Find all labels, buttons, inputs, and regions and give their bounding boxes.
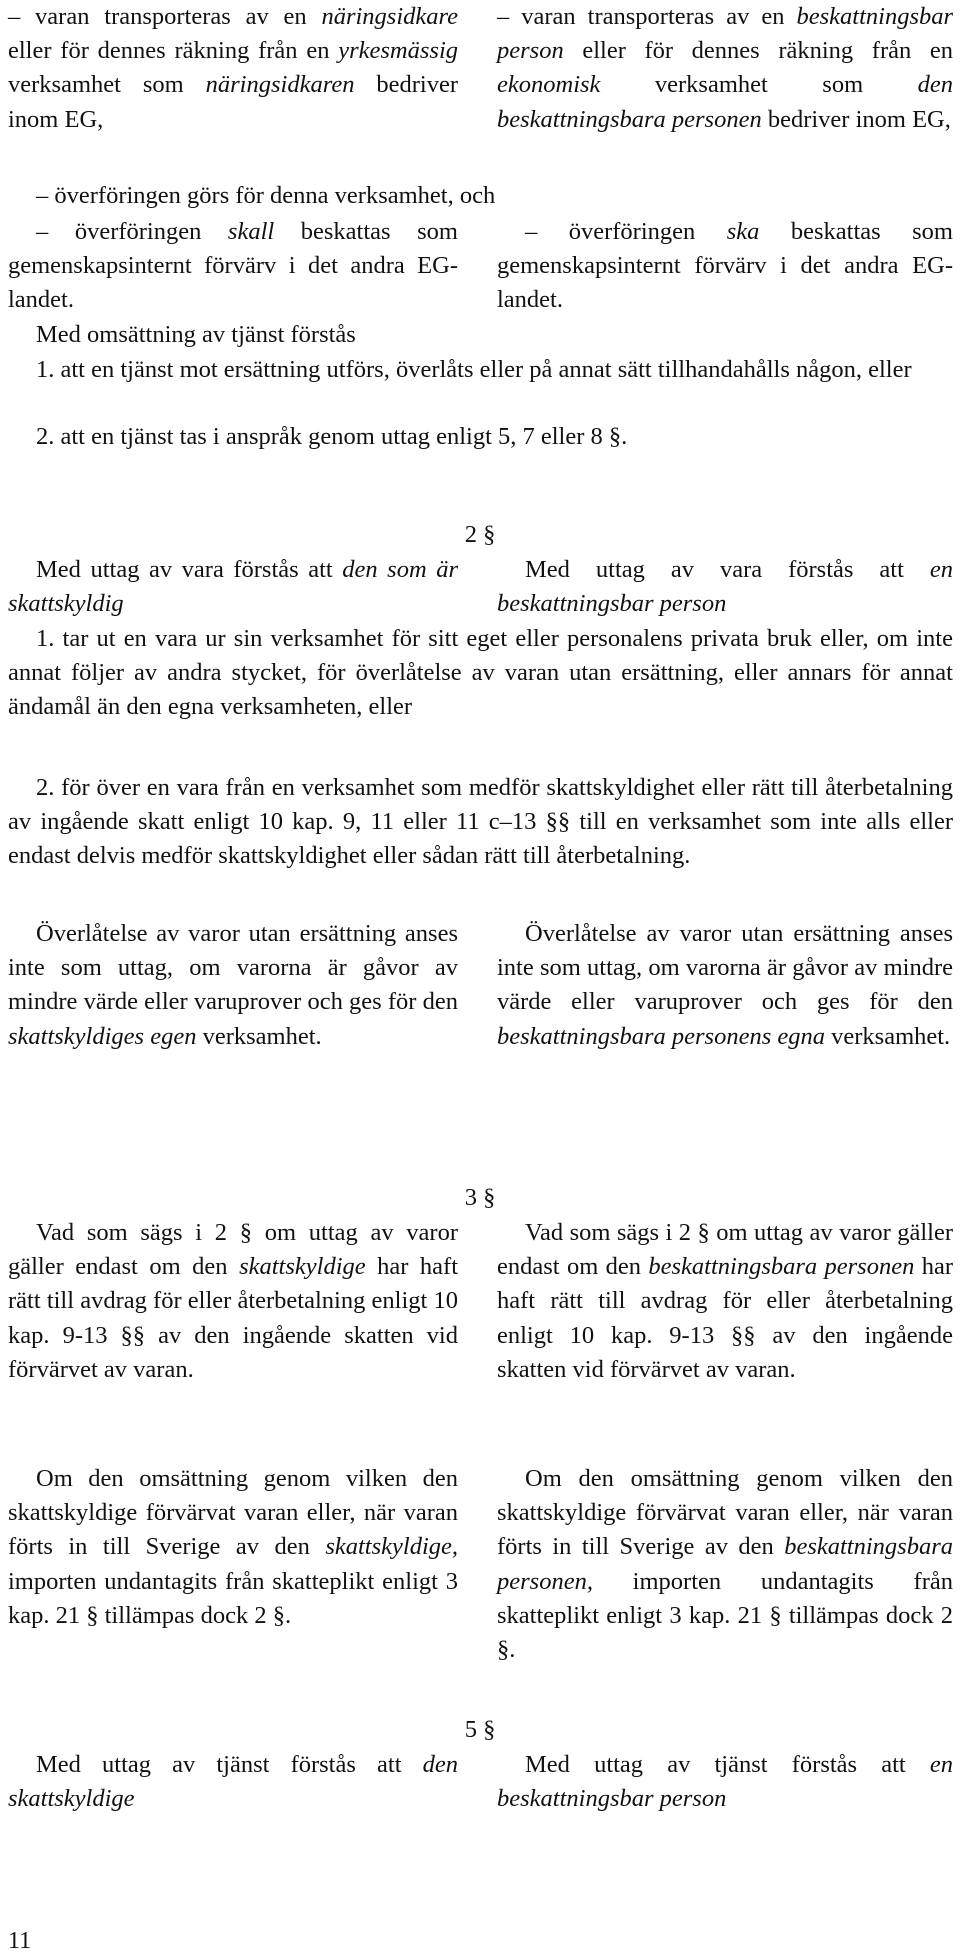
emphasis-text: ekonomisk <box>497 71 601 99</box>
emphasis-text: skall <box>227 218 275 245</box>
shared-line: – överföringen görs för denna verksamhet, och <box>36 182 496 209</box>
emphasis-text: beskattningsbara personen, <box>497 1533 953 1595</box>
text: verksamhet. <box>196 1022 322 1050</box>
emphasis-text: beskattningsbara personens egna <box>497 1022 825 1050</box>
text: har haft rätt till avdrag för eller återbetalning enligt 10 kap. 9-13 §§ av den ingående skatten vid förvärvet av varan. <box>497 1253 953 1383</box>
text: importen undantagits från skatteplikt enligt 3 kap. 21 § tillämpas dock 2 §. <box>497 1567 953 1664</box>
right-section3-paragraph-1 <box>497 1216 953 1387</box>
text: Överlåtelse av varor utan ersättning anses inte som uttag, om varorna är gåvor av mindre värde eller varuprover och ges för den <box>8 920 458 1016</box>
emphasis-text: en beskattningsbar person <box>497 1751 953 1813</box>
text: beskattas som gemenskapsinternt förvärv i det andra EG-landet. <box>497 218 953 314</box>
text: – varan transporteras av en <box>497 3 785 30</box>
uttag-point-2: 2. för över en vara från en verksamhet som medför skattskyldighet eller rätt till återbetalning av ingående skatt enligt 10 kap. 9, 11 eller 11 c–13 §§ till en verksamhet som inte alls eller endast delvis medför skattskyldighet eller sådan rätt till återbetalning. <box>8 774 953 870</box>
text: har haft rätt till avdrag för eller återbetalning enligt 10 kap. 9-13 §§ av den ingående skatten vid förvärvet av varan. <box>8 1253 459 1383</box>
emphasis-text: yrkesmässig <box>338 37 458 65</box>
emphasis-text: näringsidkare <box>321 3 459 30</box>
text: eller för dennes räkning från en <box>8 37 339 65</box>
section-heading-2: 2 § <box>464 521 496 548</box>
left-paragraph-overforing <box>8 215 458 318</box>
text: Med uttag av vara förstås att <box>36 556 343 583</box>
emphasis-text: den som är skattskyldig <box>8 556 458 618</box>
text: Med uttag av vara förstås att <box>525 556 930 583</box>
text: – överföringen <box>525 218 727 245</box>
left-uttag-vara-intro <box>8 553 458 621</box>
text: verksamhet som <box>8 71 206 99</box>
emphasis-text: skattskyldige <box>239 1253 366 1281</box>
text: Vad som sägs i 2 § om uttag av varor gäller endast om den <box>497 1219 953 1281</box>
tjanst-point-2: 2. att en tjänst tas i anspråk genom uttag enligt 5, 7 eller 8 §. <box>36 423 628 450</box>
emphasis-text: beskattningsbara personen <box>648 1253 915 1281</box>
text: verksamhet. <box>825 1022 951 1050</box>
tjanst-point-1: 1. att en tjänst mot ersättning utförs, överlåts eller på annat sätt tillhandahålls någon, eller <box>36 356 912 383</box>
text: verksamhet som <box>600 71 918 99</box>
left-overlatelse-paragraph <box>8 917 458 1054</box>
text: Om den omsättning genom vilken den skattskyldige förvärvat varan eller, när varan förts in till Sverige av den <box>8 1465 458 1561</box>
text: eller för dennes räkning från en <box>563 37 953 65</box>
text: Överlåtelse av varor utan ersättning anses inte som uttag, om varorna är gåvor av mindre värde eller varuprover och ges för den <box>497 920 953 1016</box>
text: beskattas som gemenskapsinternt förvärv i det andra EG-landet. <box>8 218 458 314</box>
text: – varan transporteras av en <box>8 3 307 30</box>
uttag-point-1: 1. tar ut en vara ur sin verksamhet för sitt eget eller personalens privata bruk eller, om inte annat följer av andra stycket, för överlåtelse av varan utan ersättning, eller annars för annat ändamål än den egna verksamheten, eller <box>8 625 953 721</box>
emphasis-text: skattskyldiges egen <box>8 1022 197 1050</box>
tjanst-intro: Med omsättning av tjänst förstås <box>36 321 356 348</box>
emphasis-text: den skattskyldige <box>8 1751 458 1813</box>
text: bedriver inom EG, <box>761 105 951 133</box>
text: Med uttag av tjänst förstås att <box>36 1751 423 1778</box>
emphasis-text: en beskattningsbar person <box>497 556 953 618</box>
left-paragraph-transport <box>8 0 458 137</box>
text: Med uttag av tjänst förstås att <box>525 1751 930 1778</box>
right-uttag-vara-intro <box>497 553 953 621</box>
emphasis-text: beskattningsbar person <box>497 3 954 65</box>
right-uttag-tjanst-intro <box>497 1748 953 1816</box>
emphasis-text: ska <box>726 218 760 245</box>
text: bedriver inom EG, <box>8 71 459 133</box>
page-number: 11 <box>8 1928 32 1954</box>
emphasis-text: skattskyldige, <box>325 1533 458 1561</box>
right-overlatelse-paragraph <box>497 917 953 1054</box>
section-heading-5: 5 § <box>464 1716 496 1743</box>
text: Vad som sägs i 2 § om uttag av varor gäller endast om den <box>8 1219 458 1281</box>
left-section3-paragraph-2 <box>8 1462 458 1633</box>
right-section3-paragraph-2 <box>497 1462 953 1667</box>
text: Om den omsättning genom vilken den skattskyldige förvärvat varan eller, när varan förts in till Sverige av den <box>497 1465 953 1561</box>
emphasis-text: den beskattningsbara personen <box>497 71 953 133</box>
section-heading-3: 3 § <box>464 1184 496 1211</box>
emphasis-text: näringsidkaren <box>205 71 355 99</box>
right-paragraph-overforing <box>497 215 953 318</box>
text: importen undantagits från skatteplikt enligt 3 kap. 21 § tillämpas dock 2 §. <box>8 1567 458 1629</box>
left-section3-paragraph-1 <box>8 1216 458 1387</box>
text: – överföringen <box>36 218 228 245</box>
right-paragraph-transport <box>497 0 953 137</box>
left-uttag-tjanst-intro <box>8 1748 458 1816</box>
